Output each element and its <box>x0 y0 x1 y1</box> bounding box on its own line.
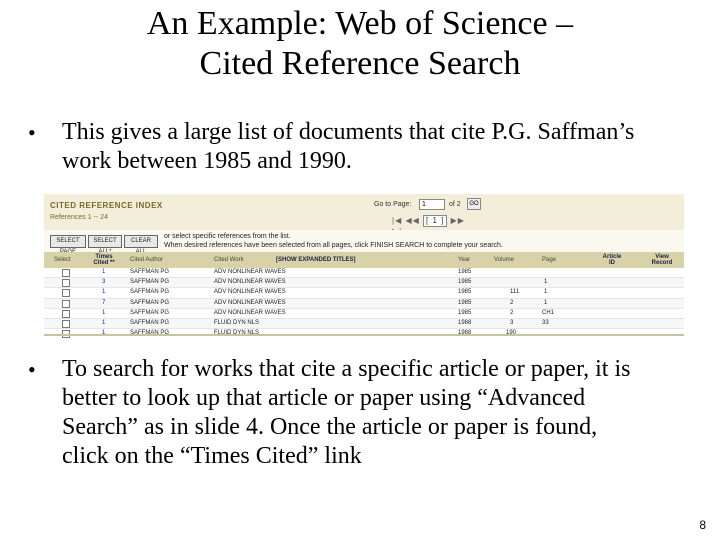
page: 33 <box>542 319 549 326</box>
page: 1 <box>544 299 548 306</box>
row-checkbox[interactable] <box>62 300 70 308</box>
volume: 3 <box>510 319 514 326</box>
bullet-marker-2: • <box>28 357 36 382</box>
year: 1988 <box>458 319 472 326</box>
col-year[interactable]: Year <box>458 257 471 263</box>
col-view-record: View Record <box>651 254 673 266</box>
selection-instructions <box>164 232 684 250</box>
select-all-button[interactable]: SELECT <box>88 235 122 248</box>
references-range: References 1 -- 24 <box>50 214 108 221</box>
title-line-2: Cited Reference Search <box>199 45 521 82</box>
table-header <box>44 252 684 268</box>
prev-page-icon[interactable]: ◀◀ <box>405 216 420 225</box>
cited-author: SAFFMAN PG <box>130 269 170 275</box>
cited-work: ADV NONLINEAR WAVES <box>214 309 286 316</box>
cited-work: ADV NONLINEAR WAVES <box>214 279 286 286</box>
goto-page-input[interactable]: 1 <box>419 199 445 210</box>
cited-author: SAFFMAN PG <box>130 319 170 326</box>
year: 1985 <box>458 309 472 316</box>
year: 1985 <box>458 299 472 306</box>
bullet-2-line-4: click on the “Times Cited” link <box>62 443 362 469</box>
col-select: Select <box>54 257 71 263</box>
volume: 2 <box>510 299 514 306</box>
year: 1985 <box>458 269 472 275</box>
row-checkbox[interactable] <box>62 310 70 318</box>
cited-work: ADV NONLINEAR WAVES <box>214 269 286 275</box>
row-checkbox[interactable] <box>62 279 70 287</box>
table-row <box>44 268 684 278</box>
select-page-button[interactable]: SELECT <box>50 235 86 248</box>
web-of-science-screenshot <box>44 188 684 338</box>
volume: 111 <box>510 289 520 296</box>
times-cited-link[interactable]: 7 <box>102 299 106 306</box>
cited-reference-index-title: CITED REFERENCE INDEX <box>50 201 163 210</box>
screenshot-header-bar <box>44 194 684 230</box>
instruction-line-2: When desired references have been selected from all pages, click FINISH SEARCH to complete your search. <box>164 242 503 249</box>
selection-button-row <box>44 230 684 253</box>
bullet-1-line-2: work between 1985 and 1990. <box>62 148 352 174</box>
slide-page-number: 8 <box>699 518 706 532</box>
reference-rows <box>44 268 684 338</box>
first-page-icon[interactable]: |◀ <box>392 216 403 225</box>
col-times-cited[interactable]: Times Cited ** <box>93 254 115 266</box>
title-line-1: An Example: Web of Science – <box>146 5 574 42</box>
instruction-line-1: or select specific references from the list. <box>164 233 291 240</box>
table-row <box>44 299 684 309</box>
col-page: Page <box>542 257 557 263</box>
times-cited-link[interactable]: 1 <box>102 309 106 316</box>
col-cited-author[interactable]: Cited Author <box>130 257 164 263</box>
cited-author: SAFFMAN PG <box>130 289 170 296</box>
table-row <box>44 278 684 288</box>
table-row <box>44 288 684 298</box>
volume: 2 <box>510 309 514 316</box>
next-page-icon[interactable]: ▶▶ <box>450 216 465 225</box>
cited-work: ADV NONLINEAR WAVES <box>214 299 286 306</box>
cited-work: FLUID DYN NLS <box>214 319 260 326</box>
cited-work: ADV NONLINEAR WAVES <box>214 289 286 296</box>
page-count: of 2 <box>449 201 461 208</box>
bullet-text-2 <box>62 355 712 471</box>
bullet-2-line-2: better to look up that article or paper using “Advanced <box>62 385 586 411</box>
row-checkbox[interactable] <box>62 269 70 277</box>
table-row <box>44 319 684 329</box>
year: 1985 <box>458 289 472 296</box>
go-button[interactable]: GO <box>467 198 481 210</box>
slide-title <box>0 4 720 84</box>
col-cited-work[interactable]: Cited Work <box>214 257 244 263</box>
cited-author: SAFFMAN PG <box>130 279 170 286</box>
bullet-2-line-3: Search” as in slide 4. Once the article or paper is found, <box>62 414 598 440</box>
page: 1 <box>544 289 548 296</box>
page: CH1 <box>542 309 555 316</box>
cited-author: SAFFMAN PG <box>130 299 170 306</box>
show-expanded-titles-link[interactable]: [SHOW EXPANDED TITLES] <box>276 257 356 263</box>
bullet-1-line-1: This gives a large list of documents that cite P.G. Saffman’s <box>62 119 635 145</box>
bullet-2-line-1: To search for works that cite a specific article or paper, it is <box>62 356 631 382</box>
row-checkbox[interactable] <box>62 320 70 328</box>
col-volume: Volume <box>494 257 515 263</box>
clear-all-button[interactable]: CLEAR <box>124 235 158 248</box>
page: 1 <box>544 279 548 286</box>
table-row <box>44 309 684 319</box>
col-article-id: Article ID <box>602 254 622 266</box>
current-page: [ 1 ] <box>423 215 447 227</box>
times-cited-link[interactable]: 1 <box>102 269 106 275</box>
pager <box>392 215 472 225</box>
row-checkbox[interactable] <box>62 289 70 297</box>
year: 1985 <box>458 279 472 286</box>
cited-author: SAFFMAN PG <box>130 309 170 316</box>
goto-page-label: Go to Page: <box>374 201 412 208</box>
screenshot-bottom-border <box>44 334 684 336</box>
bullet-marker-1: • <box>28 120 36 145</box>
times-cited-link[interactable]: 1 <box>102 289 106 296</box>
times-cited-link[interactable]: 1 <box>102 319 106 326</box>
bullet-text-1 <box>62 118 712 176</box>
times-cited-link[interactable]: 3 <box>102 279 106 286</box>
